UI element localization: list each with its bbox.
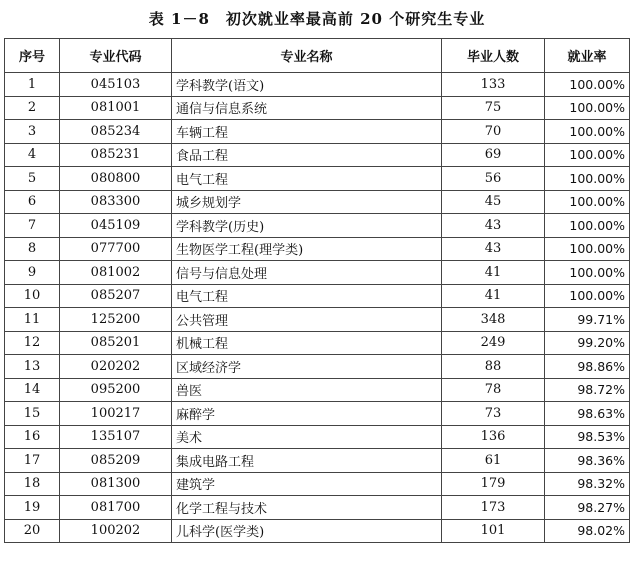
header-code: 专业代码 bbox=[60, 39, 172, 73]
table-row bbox=[5, 261, 630, 285]
cell-index: 20 bbox=[5, 519, 60, 543]
employment-rate-table bbox=[4, 38, 630, 543]
cell-major-name: 公共管理 bbox=[172, 308, 442, 332]
cell-rate: 100.00% bbox=[545, 143, 630, 167]
cell-major-name: 机械工程 bbox=[172, 331, 442, 355]
cell-index: 8 bbox=[5, 237, 60, 261]
cell-index: 14 bbox=[5, 378, 60, 402]
cell-rate: 100.00% bbox=[545, 261, 630, 285]
table-row bbox=[5, 472, 630, 496]
cell-code: 020202 bbox=[60, 355, 172, 379]
cell-graduates: 45 bbox=[442, 190, 545, 214]
cell-code: 080800 bbox=[60, 167, 172, 191]
cell-code: 081700 bbox=[60, 496, 172, 520]
cell-code: 085207 bbox=[60, 284, 172, 308]
table-row bbox=[5, 331, 630, 355]
table-row bbox=[5, 214, 630, 238]
cell-index: 17 bbox=[5, 449, 60, 473]
cell-rate: 98.53% bbox=[545, 425, 630, 449]
cell-graduates: 78 bbox=[442, 378, 545, 402]
cell-major-name: 学科教学(历史) bbox=[172, 214, 442, 238]
cell-code: 085231 bbox=[60, 143, 172, 167]
cell-index: 7 bbox=[5, 214, 60, 238]
cell-rate: 100.00% bbox=[545, 190, 630, 214]
cell-major-name: 城乡规划学 bbox=[172, 190, 442, 214]
cell-code: 081001 bbox=[60, 96, 172, 120]
cell-index: 1 bbox=[5, 73, 60, 97]
cell-index: 4 bbox=[5, 143, 60, 167]
cell-code: 085209 bbox=[60, 449, 172, 473]
cell-rate: 100.00% bbox=[545, 214, 630, 238]
table-row bbox=[5, 308, 630, 332]
cell-code: 045103 bbox=[60, 73, 172, 97]
cell-code: 083300 bbox=[60, 190, 172, 214]
cell-major-name: 电气工程 bbox=[172, 167, 442, 191]
cell-graduates: 133 bbox=[442, 73, 545, 97]
header-row bbox=[5, 39, 630, 73]
cell-rate: 100.00% bbox=[545, 237, 630, 261]
table-row bbox=[5, 519, 630, 543]
cell-graduates: 61 bbox=[442, 449, 545, 473]
cell-graduates: 249 bbox=[442, 331, 545, 355]
cell-code: 085201 bbox=[60, 331, 172, 355]
cell-graduates: 43 bbox=[442, 237, 545, 261]
cell-rate: 98.63% bbox=[545, 402, 630, 426]
cell-index: 9 bbox=[5, 261, 60, 285]
cell-code: 045109 bbox=[60, 214, 172, 238]
cell-rate: 98.32% bbox=[545, 472, 630, 496]
cell-graduates: 41 bbox=[442, 284, 545, 308]
cell-rate: 99.71% bbox=[545, 308, 630, 332]
table-row bbox=[5, 120, 630, 144]
cell-graduates: 69 bbox=[442, 143, 545, 167]
table-row bbox=[5, 378, 630, 402]
cell-graduates: 348 bbox=[442, 308, 545, 332]
cell-code: 095200 bbox=[60, 378, 172, 402]
table-row bbox=[5, 355, 630, 379]
table-row bbox=[5, 143, 630, 167]
cell-rate: 98.72% bbox=[545, 378, 630, 402]
cell-code: 125200 bbox=[60, 308, 172, 332]
table-row bbox=[5, 284, 630, 308]
cell-major-name: 建筑学 bbox=[172, 472, 442, 496]
table-caption: 表 1－8 初次就业率最高前 20 个研究生专业 bbox=[148, 10, 486, 28]
cell-rate: 100.00% bbox=[545, 73, 630, 97]
cell-index: 13 bbox=[5, 355, 60, 379]
table-row bbox=[5, 190, 630, 214]
cell-major-name: 化学工程与技术 bbox=[172, 496, 442, 520]
cell-major-name: 通信与信息系统 bbox=[172, 96, 442, 120]
cell-index: 12 bbox=[5, 331, 60, 355]
cell-graduates: 73 bbox=[442, 402, 545, 426]
cell-index: 10 bbox=[5, 284, 60, 308]
cell-graduates: 179 bbox=[442, 472, 545, 496]
cell-index: 2 bbox=[5, 96, 60, 120]
cell-rate: 98.86% bbox=[545, 355, 630, 379]
cell-rate: 100.00% bbox=[545, 284, 630, 308]
cell-index: 3 bbox=[5, 120, 60, 144]
table-row bbox=[5, 73, 630, 97]
table-row bbox=[5, 96, 630, 120]
cell-index: 11 bbox=[5, 308, 60, 332]
cell-code: 081002 bbox=[60, 261, 172, 285]
header-rate: 就业率 bbox=[545, 39, 630, 73]
cell-graduates: 43 bbox=[442, 214, 545, 238]
cell-major-name: 美术 bbox=[172, 425, 442, 449]
cell-graduates: 70 bbox=[442, 120, 545, 144]
table-row bbox=[5, 496, 630, 520]
header-index: 序号 bbox=[5, 39, 60, 73]
table-row bbox=[5, 449, 630, 473]
table-body bbox=[5, 73, 630, 543]
cell-code: 100217 bbox=[60, 402, 172, 426]
cell-major-name: 信号与信息处理 bbox=[172, 261, 442, 285]
table-row bbox=[5, 167, 630, 191]
cell-major-name: 区域经济学 bbox=[172, 355, 442, 379]
cell-rate: 99.20% bbox=[545, 331, 630, 355]
cell-index: 5 bbox=[5, 167, 60, 191]
cell-code: 100202 bbox=[60, 519, 172, 543]
cell-major-name: 集成电路工程 bbox=[172, 449, 442, 473]
table-row bbox=[5, 237, 630, 261]
header-name: 专业名称 bbox=[172, 39, 442, 73]
cell-index: 16 bbox=[5, 425, 60, 449]
cell-code: 081300 bbox=[60, 472, 172, 496]
cell-major-name: 兽医 bbox=[172, 378, 442, 402]
cell-major-name: 儿科学(医学类) bbox=[172, 519, 442, 543]
cell-graduates: 173 bbox=[442, 496, 545, 520]
cell-index: 18 bbox=[5, 472, 60, 496]
cell-graduates: 41 bbox=[442, 261, 545, 285]
cell-major-name: 麻醉学 bbox=[172, 402, 442, 426]
table-row bbox=[5, 402, 630, 426]
cell-major-name: 学科教学(语文) bbox=[172, 73, 442, 97]
cell-code: 085234 bbox=[60, 120, 172, 144]
cell-rate: 100.00% bbox=[545, 96, 630, 120]
cell-index: 6 bbox=[5, 190, 60, 214]
cell-graduates: 75 bbox=[442, 96, 545, 120]
cell-graduates: 136 bbox=[442, 425, 545, 449]
cell-rate: 98.36% bbox=[545, 449, 630, 473]
cell-rate: 98.27% bbox=[545, 496, 630, 520]
cell-graduates: 101 bbox=[442, 519, 545, 543]
cell-index: 19 bbox=[5, 496, 60, 520]
cell-major-name: 电气工程 bbox=[172, 284, 442, 308]
cell-code: 135107 bbox=[60, 425, 172, 449]
cell-index: 15 bbox=[5, 402, 60, 426]
cell-graduates: 56 bbox=[442, 167, 545, 191]
cell-rate: 98.02% bbox=[545, 519, 630, 543]
cell-graduates: 88 bbox=[442, 355, 545, 379]
header-graduates: 毕业人数 bbox=[442, 39, 545, 73]
table-row bbox=[5, 425, 630, 449]
cell-rate: 100.00% bbox=[545, 120, 630, 144]
cell-major-name: 生物医学工程(理学类) bbox=[172, 237, 442, 261]
cell-major-name: 食品工程 bbox=[172, 143, 442, 167]
cell-major-name: 车辆工程 bbox=[172, 120, 442, 144]
cell-code: 077700 bbox=[60, 237, 172, 261]
cell-rate: 100.00% bbox=[545, 167, 630, 191]
